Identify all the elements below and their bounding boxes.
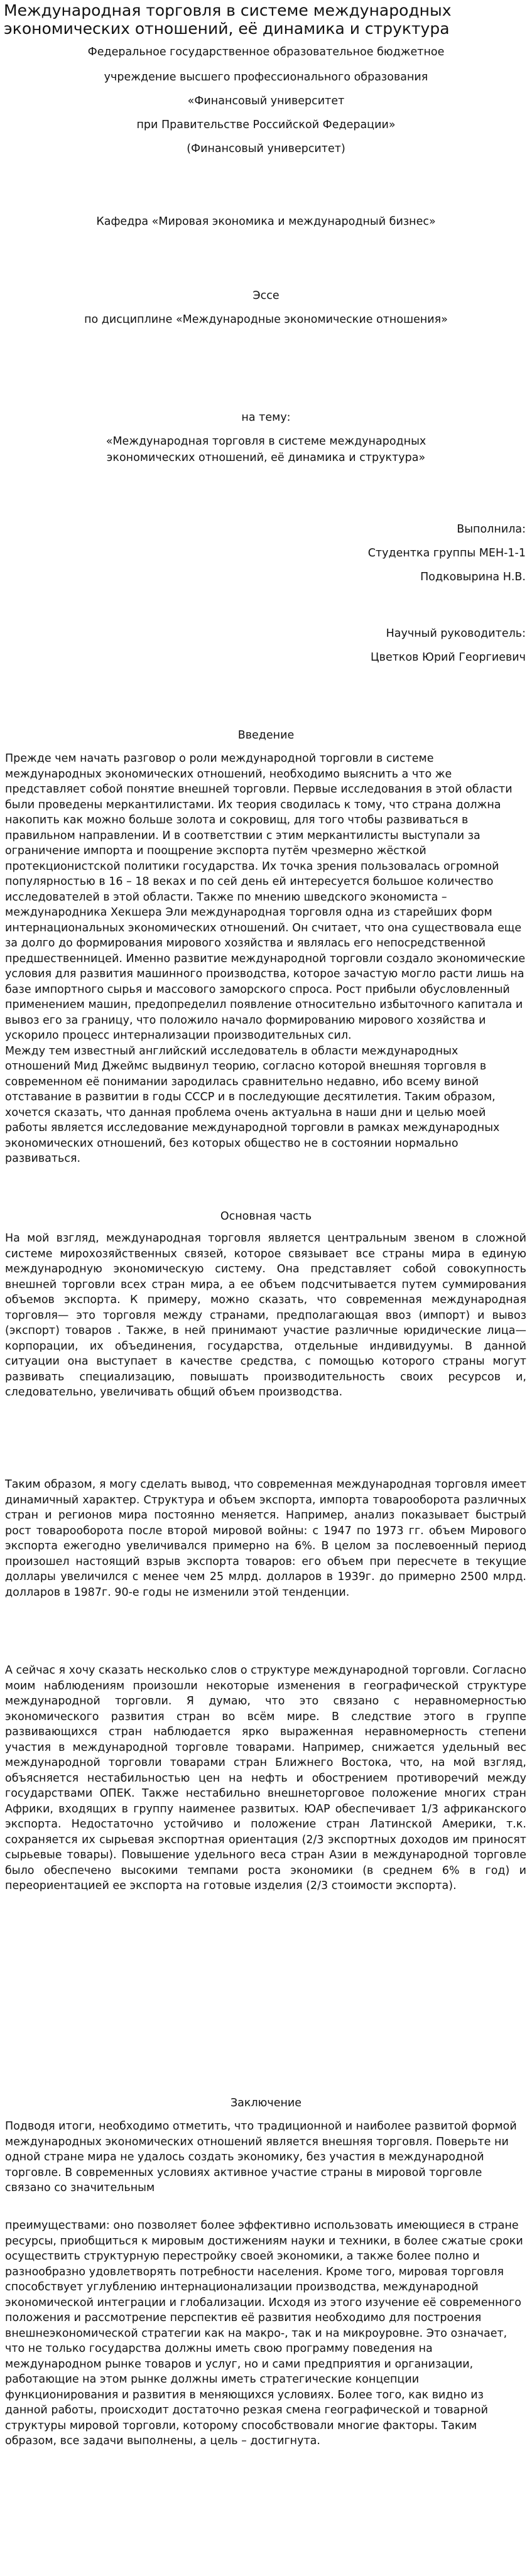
document-title: Международная торговля в системе международных экономических отношений, её динамика и структура: [4, 1, 452, 38]
conclusion-paragraph-1: Подводя итоги, необходимо отметить, что традиционной и наиболее развитой формой международных экономических отношений является внешняя торговля. Поверьте ни одной стране мира не удалось создать экономику, без участия в международной торговле. В современных условиях активное участие страны в мировой торговле связано со значительным: [5, 2120, 517, 2194]
intro-paragraph: [5, 751, 526, 1167]
department: Кафедра «Мировая экономика и международный бизнес»: [96, 215, 436, 228]
conclusion-paragraph-2: преимуществами: оно позволяет более эффективно использовать имеющиеся в стране ресурсы, приобщиться к мировым достижениям науки и техники, в более сжатые сроки осуществить структурную перестройку своей экономики, а также более полно и разнообразно удовлетворять потребности населения. Кроме того, мировая торговля способствует углублению интернационализации производства, международной экономической интеграции и глобализации. Исходя из этого изучение её современного положения и рассмотрение перспектив её развития необходимо для построения внешнеэкономической стратегии как на макро-, так и на микроуровне. Это означает, что не только государства должны иметь свою программу поведения на международном рынке товаров и услуг, но и сами предприятия и организации, работающие на этом рынке должны иметь стратегические концепции функционирования и развития в меняющихся условиях. Более того, как видно из данной работы, происходит достаточно резкая смена географической и товарной структуры мировой торговли, которому способствовали многие факторы. Таким образом, все задачи выполнены, а цель – достигнута.: [5, 2219, 523, 2447]
institution-line: Федеральное государственное образовательное бюджетное: [87, 46, 445, 58]
institution-line: учреждение высшего профессионального образования: [104, 71, 428, 84]
main-paragraph-3: А сейчас я хочу сказать несколько слов о структуре международной торговли. Согласно моим наблюдениям произошли некоторые изменения в географической структуре международной торговли. Я думаю, что это связано с неравномерностью экономического развития стран во всём мире. В следствие этого в группе развивающихся стран наблюдается ярко выраженная неравномерность степени участия в международной торговле товарами. Например, снижается удельный вес международной торговли товарами стран Ближнего Востока, что, на мой взгляд, объясняется нестабильностью цен на нефть и обострением противоречий между государствами ОПЕК. Также нестабильно внешнеторговое положение многих стран Африки, входящих в группу наименее развитых. ЮАР обеспечивает 1/3 африканского экспорта. Недостаточно устойчиво и положение стран Латинской Америки, т.к. сохраняется их сырьевая экспортная ориентация (2/3 экспортных доходов им приносят сырьевые товары). Повышение удельного веса стран Азии в международной торговле было обеспечено высокими темпами роста экономики (в среднем 6% в год) и переориентацией ее экспорта на готовые изделия (2/3 стоимости экспорта).: [5, 1664, 526, 1892]
section-heading: Заключение: [230, 2097, 302, 2109]
institution-line: при Правительстве Российской Федерации»: [136, 119, 396, 131]
discipline: по дисциплине «Международные экономические отношения»: [84, 313, 448, 326]
supervisor-label: Научный руководитель:: [386, 627, 526, 640]
topic-label: на тему:: [241, 411, 291, 424]
topic-line: «Международная торговля в системе международных: [106, 435, 426, 448]
institution-line: «Финансовый университет: [187, 95, 345, 107]
section-heading: Основная часть: [220, 1210, 312, 1223]
intro-text-2: Между тем известный английский исследователь в области международных отношений Мид Джеймс выдвинул теорию, согласно которой внешняя торговля в современном её понимании зародилась сравнительно недавно, ибо всему виной отставание в развитии в годы СССР и в последующие десятилетия. Таким образом, хочется сказать, что данная проблема очень актуальна в наши дни и целью моей работы является исследование международной торговли в рамках международных экономических отношений, без которых общество не в состоянии нормально развиваться.: [5, 1044, 500, 1165]
performed-label: Выполнила:: [457, 523, 526, 536]
student-group: Студентка группы МЕН-1-1: [367, 547, 526, 560]
institution-line: (Финансовый университет): [187, 143, 345, 155]
section-heading: Введение: [237, 729, 295, 742]
supervisor-name: Цветков Юрий Георгиевич: [371, 651, 526, 664]
intro-text: Прежде чем начать разговор о роли международной торговли в системе международных экономических отношений, необходимо выяснить а что же представляет собой понятие внешней торговли. Первые исследования в этой области были проведены меркантилистами. Их теория сводилась к тому, что страна должна накопить как можно больше золота и сокровищ, для того чтобы развиваться в правильном направлении. И в соответствии с этим меркантилисты выступали за ограничение импорта и поощрение экспорта путём чрезмерно жёсткой протекционистской политики государства. Их точка зрения пользовалась огромной популярностью в 16 – 18 веках и по сей день ей интересуется большое количество исследователей в этой области. Также по мнению шведского экономиста – международника Хекшера Эли международная торговля одна из старейших форм интернациональных экономических отношений. Он считает, что она существовала еще за долго до формирования мирового хозяйства и являлась его непосредственной предшественницей. Именно развитие международной торговли создало экономические условия для развития машинного производства, которое зачастую могло расти лишь на базе импортного сырья и массового заморского спроса. Рост прибыли обусловленный применением машин, предопределил появление относительно избыточного капитала и вывоз его за границу, что положило начало формированию мирового хозяйства и ускорило процесс интернализации производительных сил.: [5, 752, 526, 1042]
student-name: Подковырина Н.В.: [420, 571, 526, 583]
topic-line: экономических отношений, её динамика и структура»: [106, 452, 426, 464]
document-type: Эссе: [252, 290, 280, 302]
main-paragraph-2: Таким образом, я могу сделать вывод, что современная международная торговля имеет динамичный характер. Структура и объем экспорта, импорта товарооборота различных стран и регионов мира постоянно меняется. Например, анализ показывает быстрый рост товарооборота после второй мировой войны: с 1947 по 1973 гг. объем Мирового экспорта ежегодно увеличивался примерно на 6%. В целом за послевоенный период произошел настоящий взрыв экспорта товаров: его объем при пересчете в текущие доллары увеличился с менее чем 25 млрд. долларов в 1939г. до примерно 2500 млрд. долларов в 1987г. 90-е годы не изменили этой тенденции.: [5, 1478, 526, 1599]
main-paragraph-1: На мой взгляд, международная торговля является центральным звеном в сложной системе мирохозяйственных связей, которое связывает все страны мира в единую международную экономическую систему. Она представляет собой совокупность внешней торговли всех стран мира, а ее объем подсчитывается путем суммирования объемов экспорта. К примеру, можно сказать, что современная международная торговля— это торговля между странами, предполагающая ввоз (импорт) и вывоз (экспорт) товаров . Также, в ней принимают участие различные юридические лица—корпорации, их объединения, государства, отдельные индивидуумы. В данной ситуации она выступает в качестве средства, с помощью которого страны могут развивать специализацию, повышать производительность своих ресурсов и, следовательно, увеличивать общий объем производства.: [5, 1232, 526, 1399]
